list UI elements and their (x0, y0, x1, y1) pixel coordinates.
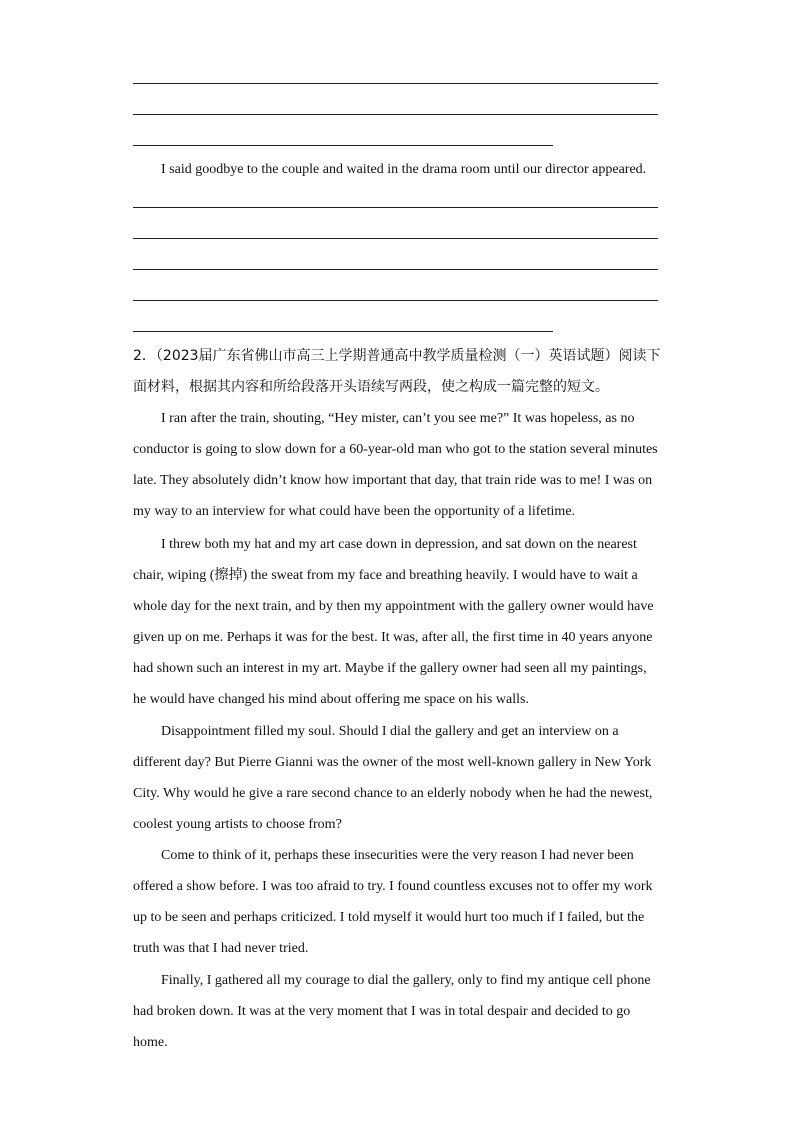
passage-line: Come to think of it, perhaps these insecurities were the very reason I had never been (161, 848, 634, 863)
passage-line: home. (133, 1035, 168, 1050)
passage-paragraph-4 (133, 840, 659, 964)
passage-line: Finally, I gathered all my courage to dial the gallery, only to find my antique cell phone (161, 973, 651, 988)
passage-line: Disappointment filled my soul. Should I dial the gallery and get an interview on a (161, 724, 619, 739)
passage-line: conductor is going to slow down for a 60-year-old man who got to the station several minutes (133, 442, 658, 457)
passage-line: up to be seen and perhaps criticized. I told myself it would hurt too much if I failed, but the (133, 910, 645, 925)
prompt-sentence: I said goodbye to the couple and waited in the drama room until our director appeared. (161, 162, 647, 177)
passage-paragraph-1 (133, 403, 659, 527)
passage-line: coolest young artists to choose from? (133, 817, 342, 832)
prompt-paragraph (133, 154, 659, 185)
passage-line: whole day for the next train, and by then my appointment with the gallery owner would have (133, 599, 654, 614)
passage-line: City. Why would he give a rare second chance to an elderly nobody when he had the newest, (133, 786, 653, 801)
answer-line-6[interactable] (133, 269, 658, 270)
answer-line-2[interactable] (133, 114, 658, 115)
answer-line-7[interactable] (133, 300, 658, 301)
question-2-line-1: 2．（2023届广东省佛山市高三上学期普通高中教学质量检测（一）英语试题）阅读下 (133, 348, 661, 364)
passage-paragraph-3 (133, 716, 659, 840)
answer-line-4[interactable] (133, 207, 658, 208)
passage-line: truth was that I had never tried. (133, 941, 309, 956)
passage-line: I threw both my hat and my art case down in depression, and sat down on the nearest (161, 537, 637, 552)
passage-paragraph-5 (133, 965, 659, 1058)
question-2-header (133, 341, 663, 403)
answer-line-8[interactable] (133, 331, 553, 332)
answer-line-3[interactable] (133, 145, 553, 146)
passage-line: late. They absolutely didn’t know how important that day, that train ride was to me! I was on (133, 473, 653, 488)
passage-line: had broken down. It was at the very moment that I was in total despair and decided to go (133, 1004, 631, 1019)
passage-line: he would have changed his mind about offering me space on his walls. (133, 692, 529, 707)
passage-line: different day? But Pierre Gianni was the owner of the most well-known gallery in New York (133, 755, 652, 770)
passage-line: I ran after the train, shouting, “Hey mister, can’t you see me?” It was hopeless, as no (161, 411, 635, 426)
passage-line: offered a show before. I was too afraid to try. I found countless excuses not to offer my work (133, 879, 653, 894)
passage-line: chair, wiping (擦掉) the sweat from my face and breathing heavily. I would have to wait a (133, 568, 638, 583)
passage-line: my way to an interview for what could have been the opportunity of a lifetime. (133, 504, 576, 519)
answer-line-5[interactable] (133, 238, 658, 239)
answer-line-1[interactable] (133, 83, 658, 84)
passage-paragraph-2 (133, 529, 659, 715)
question-2-line-2: 面材料，根据其内容和所给段落开头语续写两段，使之构成一篇完整的短文。 (133, 379, 609, 395)
passage-line: had shown such an interest in my art. Maybe if the gallery owner had seen all my paintings, (133, 661, 647, 676)
passage-line: given up on me. Perhaps it was for the best. It was, after all, the first time in 40 years anyone (133, 630, 653, 645)
